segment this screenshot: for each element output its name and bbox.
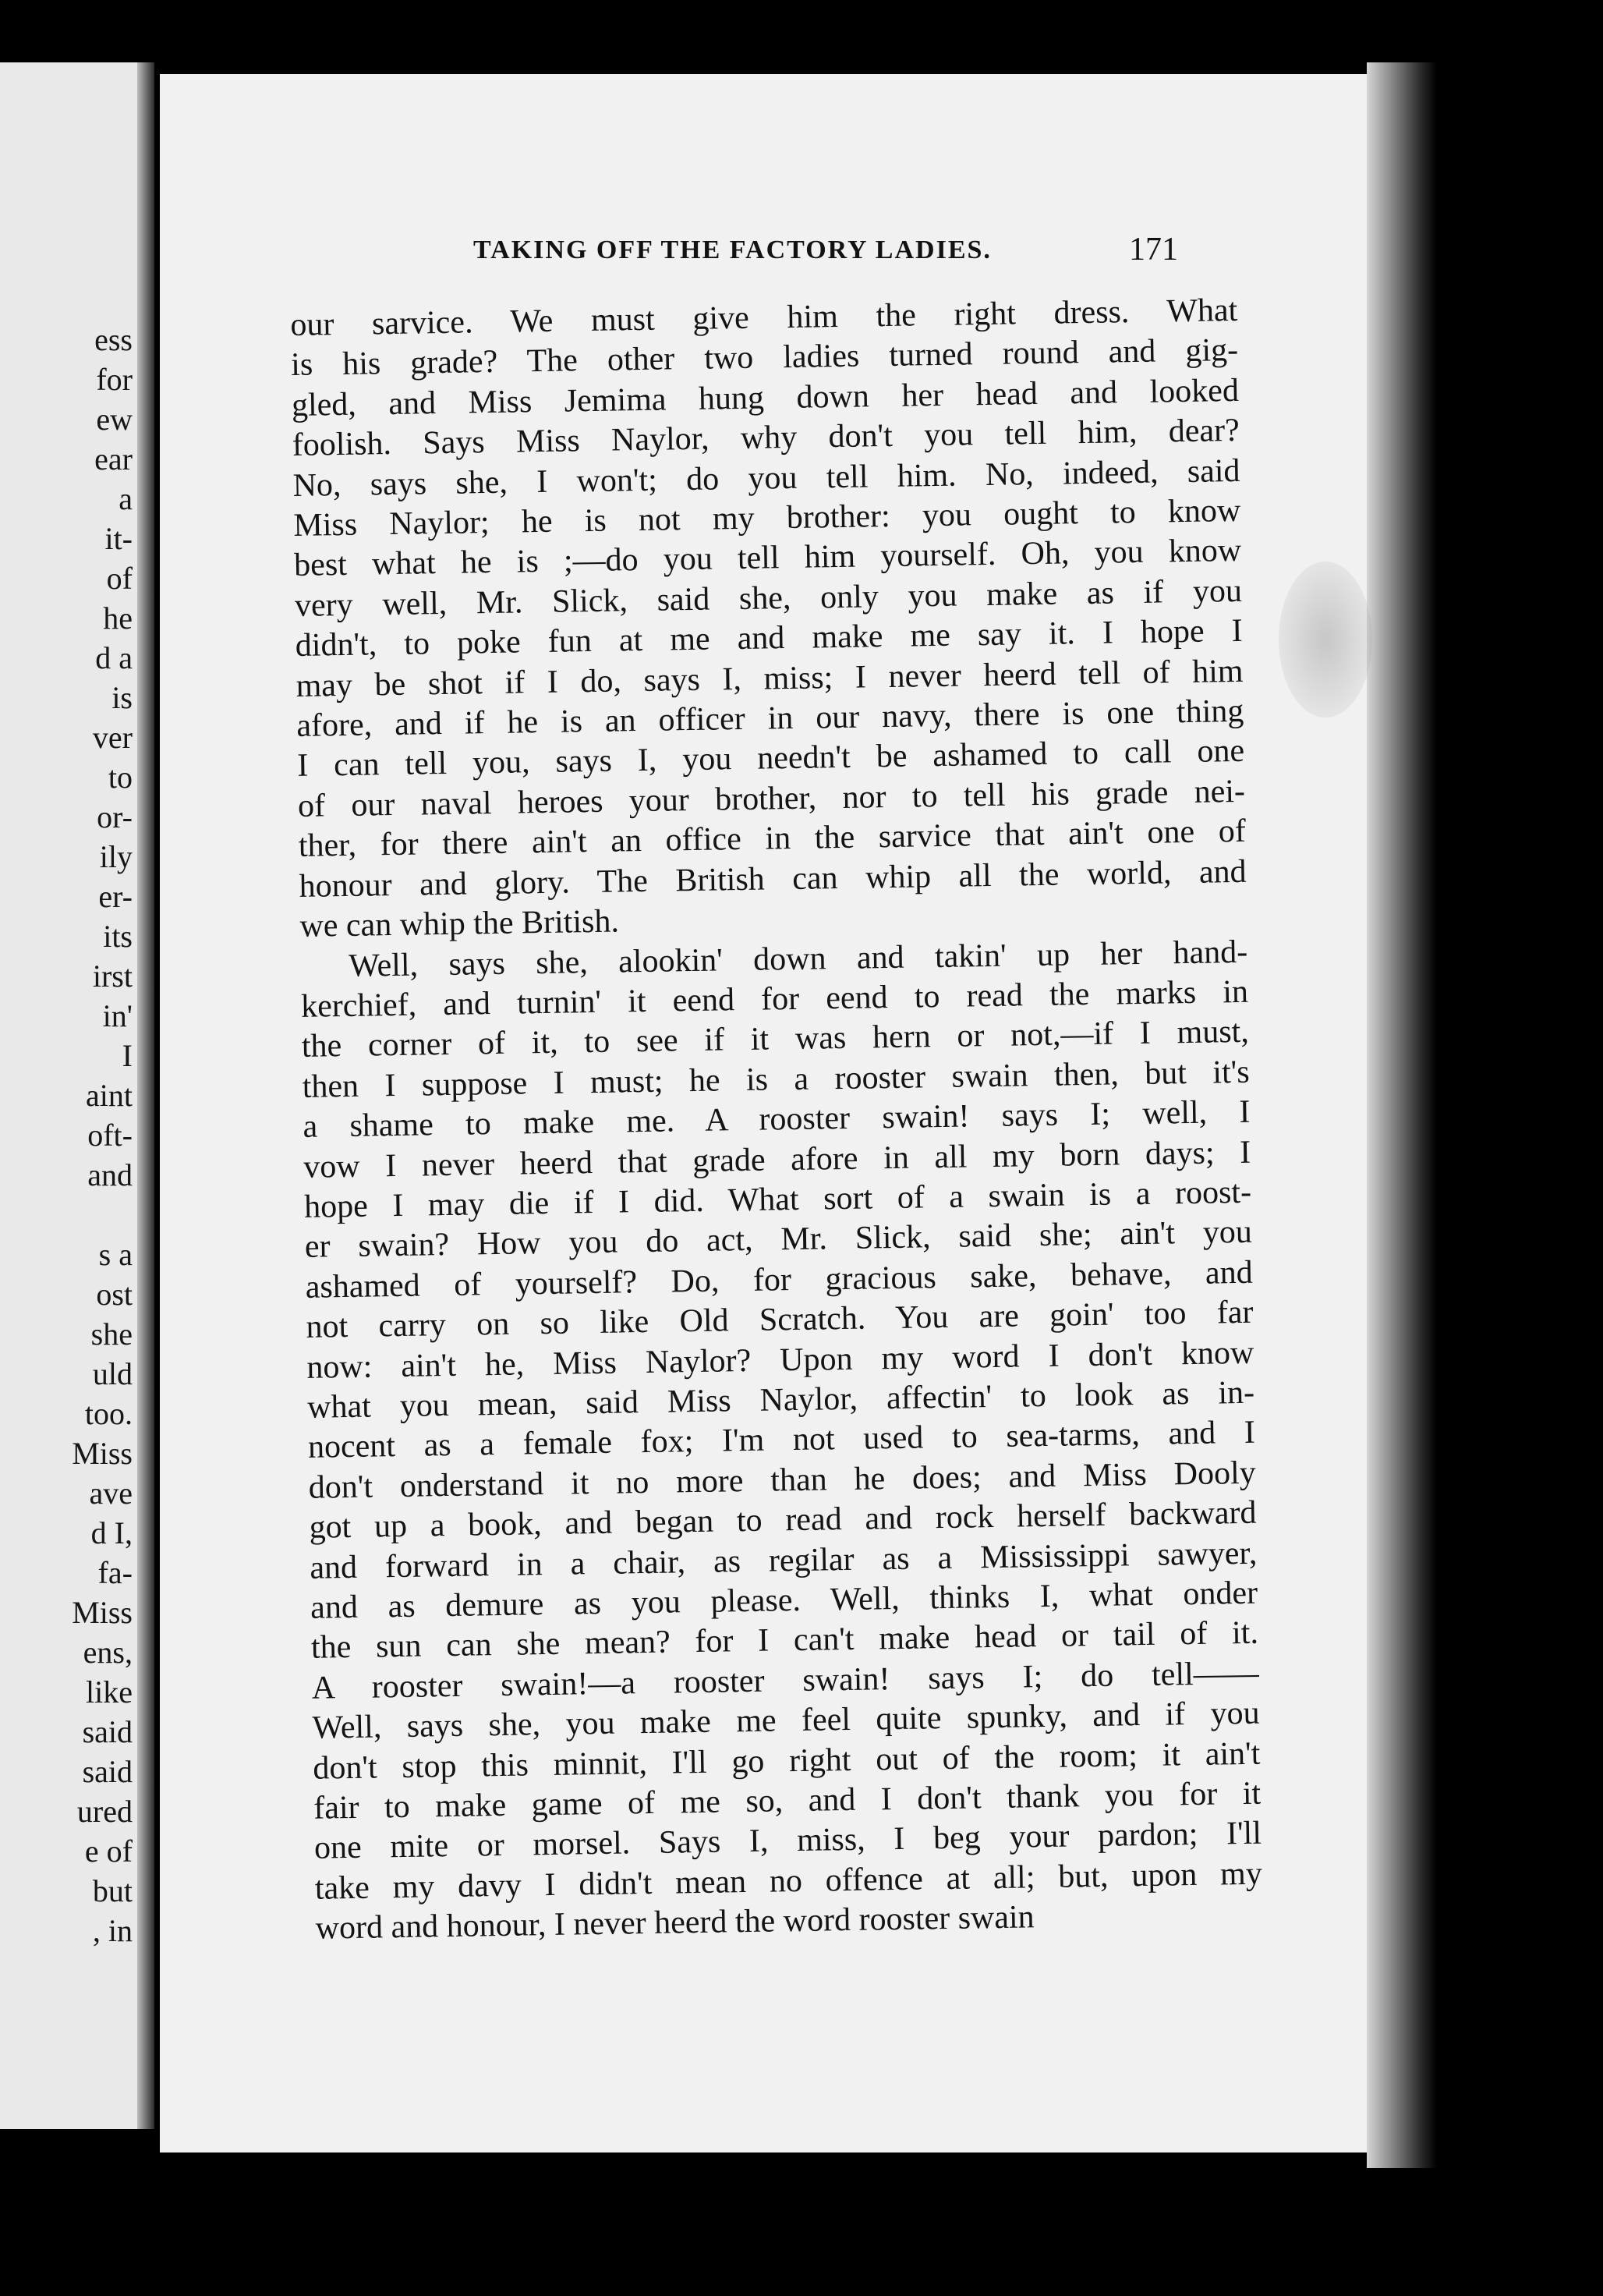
facing-page-fragment: aint: [86, 1078, 133, 1113]
facing-page-fragment: er-: [98, 879, 133, 914]
facing-page-fragment: e of: [84, 1834, 133, 1869]
facing-page-fragment: [72, 1195, 133, 1235]
facing-page-fragment: fa-: [97, 1555, 133, 1590]
text-line: our sarvice. We must give him the right dress. What: [290, 292, 1238, 343]
facing-page-fragment: Miss: [72, 1436, 133, 1471]
text-line: nocent as a female fox; I'm not used to sea-tarms, and I: [307, 1415, 1256, 1466]
page-edge: [1367, 62, 1437, 2168]
facing-page-fragment: of: [106, 561, 133, 596]
text-line: not carry on so like Old Scratch. You are goin' too far: [306, 1294, 1254, 1345]
text-line: No, says she, I won't; do you tell him. No, indeed, said: [292, 452, 1240, 504]
facing-page-fragment: s a: [98, 1237, 133, 1272]
facing-page-fragment: Miss: [72, 1595, 133, 1630]
text-line: got up a book, and began to read and rock herself backward: [309, 1494, 1257, 1546]
text-line: a shame to make me. A rooster swain! says I; well, I: [303, 1093, 1251, 1145]
facing-page-fragment: ear: [94, 441, 133, 477]
text-line: I can tell you, says I, you needn't be ashamed to call one: [296, 733, 1245, 785]
text-line: one mite or morsel. Says I, miss, I beg your pardon; I'll: [313, 1816, 1262, 1867]
text-line: what you mean, said Miss Naylor, affectin' to look as in-: [306, 1374, 1255, 1426]
facing-page-fragment: irst: [92, 958, 133, 994]
facing-page-fragment: I: [122, 1038, 133, 1073]
facing-page-fragment: and: [87, 1157, 133, 1192]
text-line: now: ain't he, Miss Naylor? Upon my word I don't know: [306, 1334, 1254, 1386]
text-line: didn't, to poke fun at me and make me say it. I hope I: [295, 613, 1244, 664]
facing-page-fragment: ens,: [83, 1635, 133, 1670]
text-line: is his grade? The other two ladies turned round and gig-: [290, 332, 1239, 384]
text-line: and forward in a chair, as regilar as a Mississippi sawyer,: [310, 1535, 1258, 1586]
text-line: Well, says she, alookin' down and takin' up her hand-: [348, 934, 1248, 984]
text-line: er swain? How you do act, Mr. Slick, said she; ain't you: [304, 1214, 1253, 1266]
text-line: vow I never heerd that grade afore in all my born days; I: [303, 1134, 1251, 1185]
facing-page-fragment: oft-: [87, 1118, 133, 1153]
paper-stain: [1279, 562, 1372, 718]
text-line: ther, for there ain't an office in the sarvice that ain't one of: [298, 813, 1247, 865]
facing-page-fragment: but: [92, 1873, 133, 1908]
facing-page-fragment: ave: [89, 1476, 133, 1511]
facing-page-fragment: ver: [92, 720, 133, 755]
facing-page-fragment: like: [86, 1674, 133, 1710]
facing-page-fragment: or-: [97, 799, 133, 834]
text-line: Well, says she, you make me feel quite spunky, and if you: [312, 1695, 1260, 1746]
facing-page-fragment: d a: [95, 640, 133, 675]
text-line: best what he is ;—do you tell him yourself. Oh, you know: [293, 533, 1242, 584]
facing-page-text: [72, 320, 133, 1951]
facing-page-fragment: for: [96, 362, 133, 397]
text-line: afore, and if he is an officer in our navy, there is one thing: [296, 693, 1244, 744]
text-line: may be shot if I do, says I, miss; I never heerd tell of him: [295, 653, 1244, 704]
text-line: honour and glory. The British can whip all the world, and: [299, 853, 1247, 905]
text-line: word and honour, I never heerd the word rooster swain: [315, 1899, 1035, 1947]
facing-page-fragment: ess: [94, 322, 133, 357]
text-line: hope I may die if I did. What sort of a swain is a roost-: [303, 1174, 1252, 1225]
facing-page: [0, 62, 154, 2129]
facing-page-fragment: its: [103, 919, 133, 954]
text-line: foolish. Says Miss Naylor, why don't you tell him, dear?: [292, 413, 1240, 464]
text-line: Miss Naylor; he is not my brother: you ought to know: [293, 492, 1241, 544]
facing-page-fragment: she: [90, 1316, 133, 1352]
facing-page-fragment: ily: [99, 839, 133, 874]
text-line: kerchief, and turnin' it eend for eend to read the marks in: [300, 973, 1249, 1025]
text-line: A rooster swain!—a rooster swain! says I; do tell——: [311, 1655, 1260, 1706]
text-line: gled, and Miss Jemima hung down her head and looked: [291, 372, 1240, 423]
text-line: take my davy I didn't mean no offence at all; but, upon my: [314, 1855, 1263, 1907]
facing-page-fragment: is: [111, 680, 133, 715]
text-line: of our naval heroes your brother, nor to tell his grade nei-: [297, 773, 1246, 824]
facing-page-fragment: d I,: [90, 1515, 133, 1550]
facing-page-fragment: he: [103, 601, 133, 636]
text-line: ashamed of yourself? Do, for gracious sake, behave, and: [305, 1254, 1253, 1306]
facing-page-fragment: in': [102, 998, 133, 1033]
text-line: don't stop this minnit, I'll go right out of the room; it ain't: [313, 1735, 1261, 1787]
facing-page-fragment: ured: [76, 1794, 133, 1829]
facing-page-fragment: it-: [104, 521, 133, 556]
facing-page-fragment: , in: [92, 1913, 133, 1948]
text-line: fair to make game of me so, and I don't thank you for it: [313, 1775, 1262, 1827]
facing-page-fragment: ost: [96, 1277, 133, 1312]
body-text: [290, 291, 1263, 1949]
gutter-shadow: [137, 62, 154, 2129]
facing-page-fragment: uld: [92, 1356, 133, 1391]
text-line: we can whip the British.: [299, 903, 620, 944]
facing-page-fragment: a: [119, 481, 133, 516]
facing-page-fragment: said: [82, 1754, 133, 1789]
text-line: then I suppose I must; he is a rooster swain then, but it's: [302, 1054, 1250, 1105]
text-line: and as demure as you please. Well, thinks I, what onder: [310, 1575, 1258, 1626]
facing-page-fragment: ew: [96, 402, 133, 437]
text-line: the corner of it, to see if it was hern or not,—if I must,: [301, 1014, 1250, 1065]
facing-page-fragment: said: [82, 1714, 133, 1749]
text-line: the sun can she mean? for I can't make head or tail of it.: [310, 1615, 1259, 1667]
page-number: 171: [1129, 232, 1178, 268]
text-line: very well, Mr. Slick, said she, only you make as if you: [294, 572, 1243, 624]
facing-page-fragment: to: [108, 760, 133, 795]
running-head: TAKING OFF THE FACTORY LADIES.: [473, 236, 992, 264]
facing-page-fragment: too.: [84, 1396, 133, 1431]
text-line: don't onderstand it no more than he does; and Miss Dooly: [308, 1454, 1257, 1506]
